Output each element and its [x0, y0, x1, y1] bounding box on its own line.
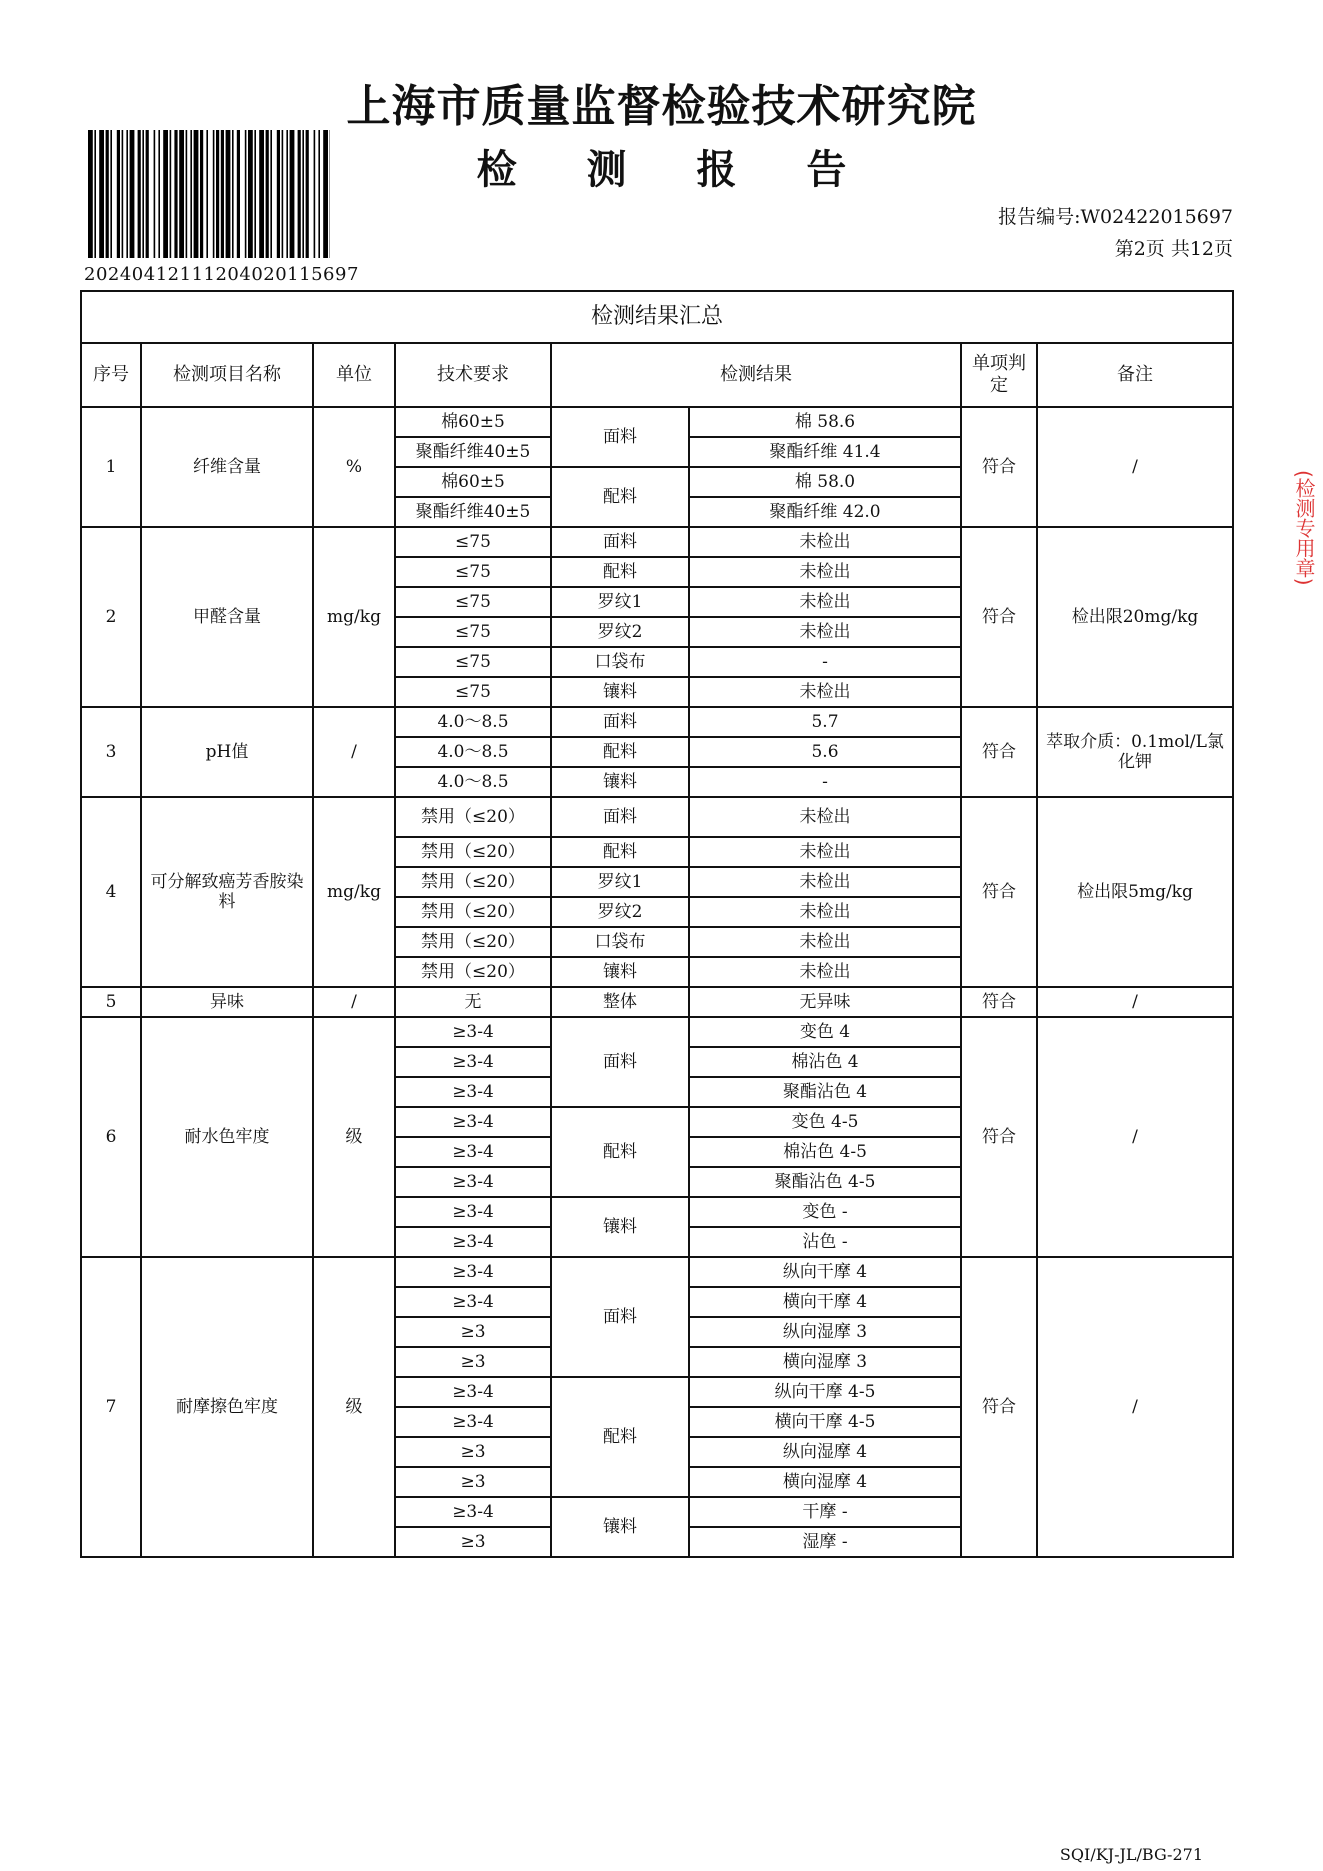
results-summary-table [80, 290, 1234, 1558]
requirement-cell: 禁用（≤20） [395, 897, 551, 927]
result-cell: 未检出 [689, 587, 961, 617]
item-name: 耐水色牢度 [141, 1017, 313, 1257]
requirement-cell: ≥3-4 [395, 1497, 551, 1527]
result-cell: 湿摩 - [689, 1527, 961, 1557]
table-caption: 检测结果汇总 [81, 291, 1233, 343]
item-unit: / [313, 707, 395, 797]
material-part: 配料 [551, 737, 689, 767]
result-cell: 棉沾色 4-5 [689, 1137, 961, 1167]
requirement-cell: 4.0～8.5 [395, 707, 551, 737]
col-header-verdict: 单项判定 [961, 343, 1037, 407]
requirement-cell: ≥3-4 [395, 1407, 551, 1437]
item-verdict: 符合 [961, 527, 1037, 707]
item-remark: 检出限5mg/kg [1037, 797, 1233, 987]
requirement-cell: 聚酯纤维40±5 [395, 437, 551, 467]
requirement-cell: ≥3 [395, 1347, 551, 1377]
result-cell: 未检出 [689, 557, 961, 587]
item-verdict: 符合 [961, 407, 1037, 527]
result-cell: 未检出 [689, 527, 961, 557]
material-part: 口袋布 [551, 647, 689, 677]
footer-code: SQI/KJ-JL/BG-271 [1059, 1845, 1203, 1864]
result-cell: 未检出 [689, 617, 961, 647]
item-number: 4 [81, 797, 141, 987]
requirement-cell: ≥3 [395, 1437, 551, 1467]
result-cell: 棉 58.0 [689, 467, 961, 497]
material-part: 口袋布 [551, 927, 689, 957]
item-number: 5 [81, 987, 141, 1017]
requirement-cell: 棉60±5 [395, 467, 551, 497]
requirement-cell: ≥3-4 [395, 1377, 551, 1407]
result-cell: 纵向湿摩 3 [689, 1317, 961, 1347]
material-part: 面料 [551, 407, 689, 467]
col-header-requirement: 技术要求 [395, 343, 551, 407]
requirement-cell: ≥3-4 [395, 1287, 551, 1317]
result-cell: 干摩 - [689, 1497, 961, 1527]
requirement-cell: 禁用（≤20） [395, 927, 551, 957]
result-cell: 纵向湿摩 4 [689, 1437, 961, 1467]
material-part: 整体 [551, 987, 689, 1017]
requirement-cell: ≤75 [395, 647, 551, 677]
result-cell: 棉沾色 4 [689, 1047, 961, 1077]
barcode [88, 130, 330, 258]
requirement-cell: ≤75 [395, 617, 551, 647]
item-name: 耐摩擦色牢度 [141, 1257, 313, 1557]
item-verdict: 符合 [961, 797, 1037, 987]
svg-text:(检测专用章): (检测专用章) [1292, 470, 1316, 586]
table-row [81, 707, 1233, 737]
material-part: 配料 [551, 467, 689, 527]
material-part: 镶料 [551, 1497, 689, 1557]
requirement-cell: 棉60±5 [395, 407, 551, 437]
result-cell: 5.7 [689, 707, 961, 737]
table-row [81, 987, 1233, 1017]
requirement-cell: 禁用（≤20） [395, 867, 551, 897]
result-cell: 未检出 [689, 957, 961, 987]
result-cell: 变色 4 [689, 1017, 961, 1047]
material-part: 镶料 [551, 957, 689, 987]
requirement-cell: 无 [395, 987, 551, 1017]
requirement-cell: ≥3-4 [395, 1197, 551, 1227]
requirement-cell: ≥3-4 [395, 1167, 551, 1197]
requirement-cell: ≤75 [395, 587, 551, 617]
col-header-unit: 单位 [313, 343, 395, 407]
result-cell: 变色 - [689, 1197, 961, 1227]
seal-stamp-partial [1292, 460, 1323, 660]
table-row [81, 1257, 1233, 1287]
item-unit: / [313, 987, 395, 1017]
item-verdict: 符合 [961, 1017, 1037, 1257]
result-cell: 未检出 [689, 927, 961, 957]
item-verdict: 符合 [961, 1257, 1037, 1557]
item-unit: mg/kg [313, 527, 395, 707]
requirement-cell: 禁用（≤20） [395, 957, 551, 987]
requirement-cell: ≤75 [395, 677, 551, 707]
requirement-cell: 禁用（≤20） [395, 837, 551, 867]
item-remark: / [1037, 407, 1233, 527]
item-remark: / [1037, 987, 1233, 1017]
item-number: 7 [81, 1257, 141, 1557]
requirement-cell: 聚酯纤维40±5 [395, 497, 551, 527]
item-remark: 检出限20mg/kg [1037, 527, 1233, 707]
item-number: 1 [81, 407, 141, 527]
result-cell: 未检出 [689, 837, 961, 867]
item-number: 6 [81, 1017, 141, 1257]
material-part: 面料 [551, 527, 689, 557]
result-cell: 聚酯纤维 41.4 [689, 437, 961, 467]
item-remark: / [1037, 1257, 1233, 1557]
result-cell: 变色 4-5 [689, 1107, 961, 1137]
requirement-cell: ≥3-4 [395, 1047, 551, 1077]
requirement-cell: ≥3-4 [395, 1077, 551, 1107]
requirement-cell: ≤75 [395, 557, 551, 587]
report-number: 报告编号:W02422015697 [998, 206, 1233, 228]
item-unit: % [313, 407, 395, 527]
material-part: 面料 [551, 797, 689, 837]
requirement-cell: 禁用（≤20） [395, 797, 551, 837]
item-number: 2 [81, 527, 141, 707]
result-cell: 5.6 [689, 737, 961, 767]
requirement-cell: ≥3-4 [395, 1137, 551, 1167]
material-part: 罗纹1 [551, 587, 689, 617]
item-name: 可分解致癌芳香胺染料 [141, 797, 313, 987]
table-row [81, 527, 1233, 557]
requirement-cell: ≥3 [395, 1527, 551, 1557]
material-part: 配料 [551, 557, 689, 587]
item-name: 异味 [141, 987, 313, 1017]
table-row [81, 407, 1233, 437]
result-cell: 未检出 [689, 797, 961, 837]
document-title: 检 测 报 告 [476, 147, 875, 193]
result-cell: 纵向干摩 4 [689, 1257, 961, 1287]
result-cell: 沾色 - [689, 1227, 961, 1257]
item-remark: / [1037, 1017, 1233, 1257]
result-cell: 横向湿摩 4 [689, 1467, 961, 1497]
barcode-number: 20240412111204020115697 [84, 264, 359, 285]
item-verdict: 符合 [961, 707, 1037, 797]
result-cell: 聚酯纤维 42.0 [689, 497, 961, 527]
institute-title: 上海市质量监督检验技术研究院 [346, 81, 977, 132]
result-cell: 未检出 [689, 867, 961, 897]
col-header-remark: 备注 [1037, 343, 1233, 407]
material-part: 罗纹2 [551, 897, 689, 927]
item-unit: 级 [313, 1257, 395, 1557]
col-header-item-name: 检测项目名称 [141, 343, 313, 407]
material-part: 镶料 [551, 767, 689, 797]
result-cell: - [689, 647, 961, 677]
material-part: 罗纹2 [551, 617, 689, 647]
item-name: 纤维含量 [141, 407, 313, 527]
requirement-cell: 4.0～8.5 [395, 767, 551, 797]
result-cell: 未检出 [689, 897, 961, 927]
col-header-result: 检测结果 [551, 343, 961, 407]
result-cell: 无异味 [689, 987, 961, 1017]
result-cell: 聚酯沾色 4 [689, 1077, 961, 1107]
item-name: pH值 [141, 707, 313, 797]
col-header-no: 序号 [81, 343, 141, 407]
item-unit: 级 [313, 1017, 395, 1257]
page-info: 第2页 共12页 [1114, 238, 1233, 260]
material-part: 镶料 [551, 677, 689, 707]
item-unit: mg/kg [313, 797, 395, 987]
requirement-cell: ≥3 [395, 1317, 551, 1347]
table-row [81, 797, 1233, 837]
result-cell: 聚酯沾色 4-5 [689, 1167, 961, 1197]
item-remark: 萃取介质：0.1mol/L氯化钾 [1037, 707, 1233, 797]
requirement-cell: 4.0～8.5 [395, 737, 551, 767]
material-part: 面料 [551, 707, 689, 737]
result-cell: 纵向干摩 4-5 [689, 1377, 961, 1407]
material-part: 镶料 [551, 1197, 689, 1257]
material-part: 罗纹1 [551, 867, 689, 897]
material-part: 面料 [551, 1257, 689, 1377]
material-part: 配料 [551, 1377, 689, 1497]
material-part: 配料 [551, 837, 689, 867]
result-cell: 棉 58.6 [689, 407, 961, 437]
requirement-cell: ≥3 [395, 1467, 551, 1497]
material-part: 配料 [551, 1107, 689, 1197]
result-cell: - [689, 767, 961, 797]
requirement-cell: ≤75 [395, 527, 551, 557]
result-cell: 横向湿摩 3 [689, 1347, 961, 1377]
result-cell: 未检出 [689, 677, 961, 707]
requirement-cell: ≥3-4 [395, 1257, 551, 1287]
table-row [81, 1017, 1233, 1047]
result-cell: 横向干摩 4-5 [689, 1407, 961, 1437]
result-cell: 横向干摩 4 [689, 1287, 961, 1317]
item-name: 甲醛含量 [141, 527, 313, 707]
item-number: 3 [81, 707, 141, 797]
material-part: 面料 [551, 1017, 689, 1107]
requirement-cell: ≥3-4 [395, 1017, 551, 1047]
requirement-cell: ≥3-4 [395, 1227, 551, 1257]
requirement-cell: ≥3-4 [395, 1107, 551, 1137]
item-verdict: 符合 [961, 987, 1037, 1017]
